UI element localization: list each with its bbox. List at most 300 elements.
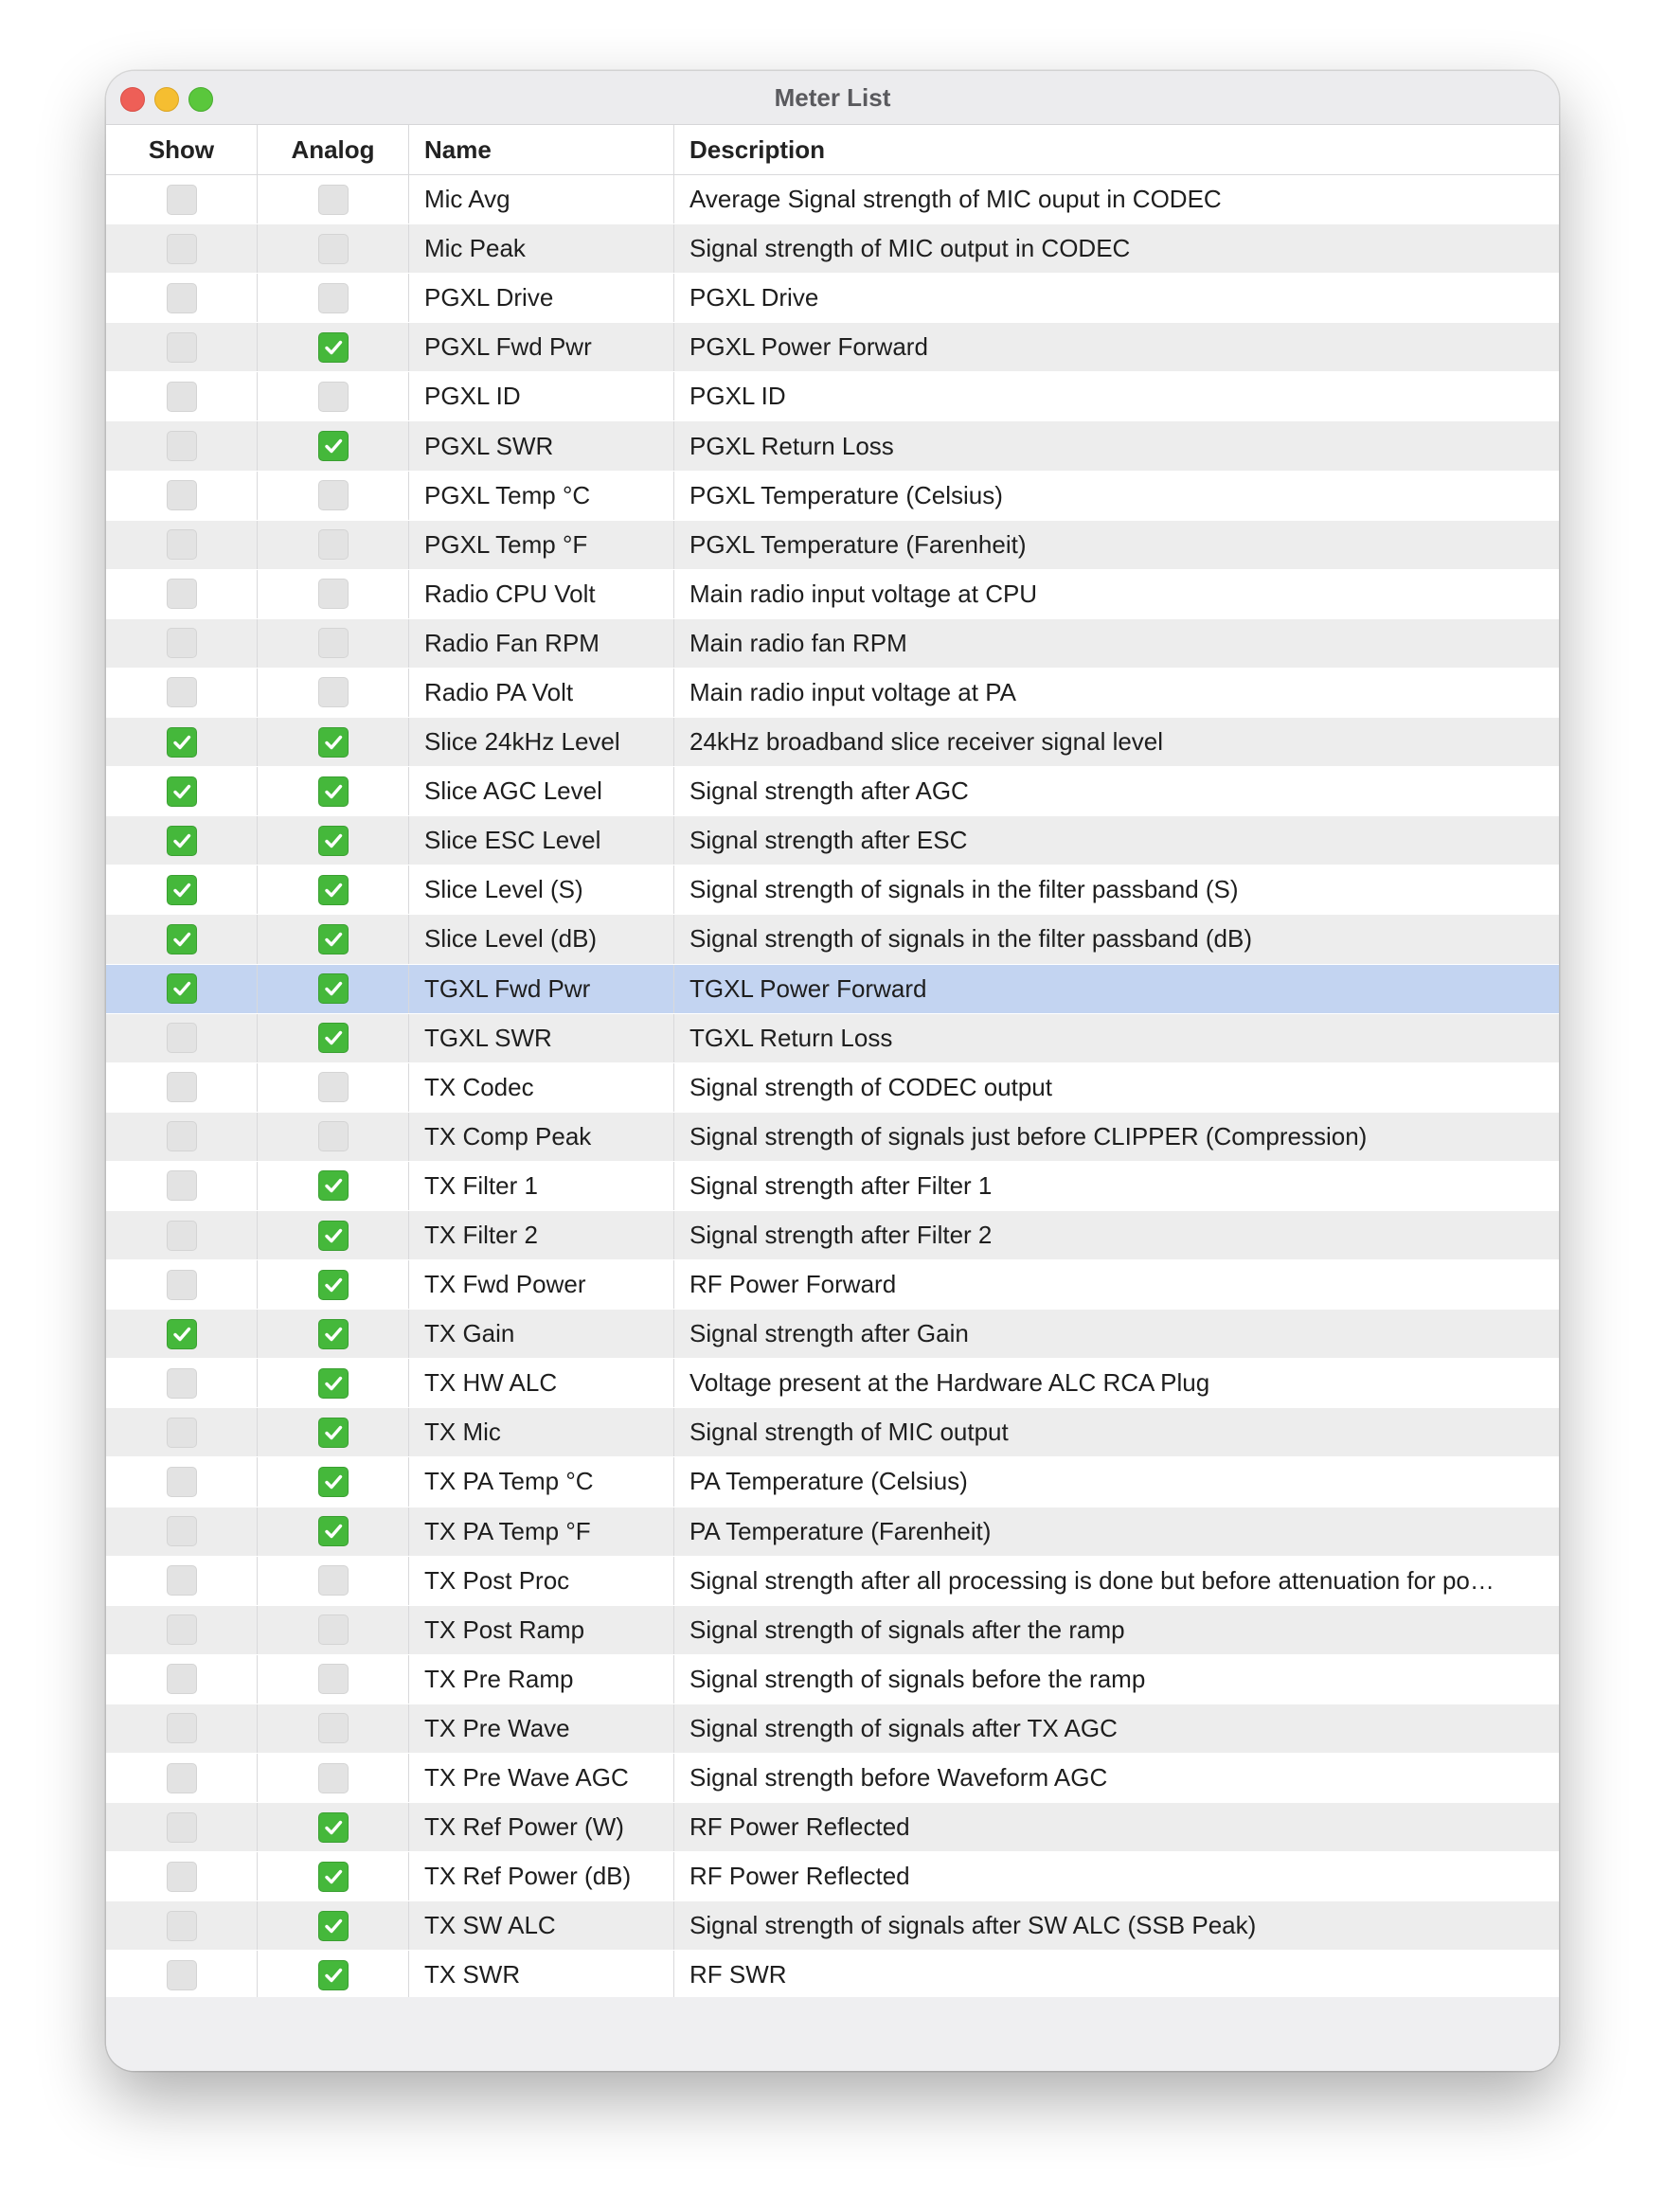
meter-name: TX Post Ramp xyxy=(409,1606,674,1654)
checkmark-icon xyxy=(321,927,346,952)
meter-description-cell xyxy=(674,1901,1559,1950)
column-header-name[interactable]: Name xyxy=(409,125,674,174)
meter-description: Average Signal strength of MIC ouput in CODEC xyxy=(689,185,1222,214)
meter-description-cell xyxy=(674,1704,1559,1753)
meter-name: TX Fwd Power xyxy=(409,1260,674,1309)
analog-cell xyxy=(258,1457,409,1506)
show-checkbox[interactable] xyxy=(167,1812,197,1843)
show-checkbox[interactable] xyxy=(167,1614,197,1645)
analog-checkbox[interactable] xyxy=(318,1368,349,1399)
analog-checkbox[interactable] xyxy=(318,1270,349,1300)
meter-description-cell xyxy=(674,521,1559,569)
meter-name: TX Mic xyxy=(409,1408,674,1456)
table-row[interactable] xyxy=(106,915,1559,964)
table-row[interactable] xyxy=(106,1557,1559,1606)
analog-cell xyxy=(258,323,409,371)
show-cell xyxy=(106,767,258,815)
analog-cell xyxy=(258,767,409,815)
meter-description: Signal strength after Filter 2 xyxy=(689,1221,993,1250)
table-row[interactable] xyxy=(106,323,1559,372)
meter-description-cell xyxy=(674,1606,1559,1654)
checkmark-icon xyxy=(321,1519,346,1543)
checkmark-icon xyxy=(321,1420,346,1445)
analog-cell xyxy=(258,175,409,223)
show-cell xyxy=(106,1852,258,1900)
checkmark-icon xyxy=(321,1470,346,1494)
meter-name: PGXL ID xyxy=(409,372,674,420)
checkmark-icon xyxy=(321,1223,346,1248)
show-checkbox[interactable] xyxy=(167,1565,197,1596)
show-cell xyxy=(106,718,258,766)
table-row[interactable] xyxy=(106,1162,1559,1211)
meter-name: PGXL Drive xyxy=(409,274,674,322)
meter-name: PGXL Temp °F xyxy=(409,521,674,569)
table-row[interactable] xyxy=(106,1754,1559,1803)
show-cell xyxy=(106,1310,258,1358)
show-cell xyxy=(106,1211,258,1259)
meter-name: TX Pre Wave AGC xyxy=(409,1754,674,1802)
meter-description: RF SWR xyxy=(689,1960,787,1989)
meter-description-cell xyxy=(674,1310,1559,1358)
show-cell xyxy=(106,619,258,668)
analog-checkbox[interactable] xyxy=(318,1072,349,1102)
show-checkbox[interactable] xyxy=(167,776,197,807)
meter-description: RF Power Forward xyxy=(689,1270,897,1299)
show-checkbox[interactable] xyxy=(167,1911,197,1941)
meter-description-cell xyxy=(674,669,1559,717)
meter-description: PGXL ID xyxy=(689,382,786,411)
meter-description-cell xyxy=(674,274,1559,322)
column-header-show[interactable]: Show xyxy=(106,125,258,174)
meter-name: Mic Peak xyxy=(409,224,674,273)
show-checkbox[interactable] xyxy=(167,875,197,905)
show-cell xyxy=(106,521,258,569)
table-row[interactable] xyxy=(106,372,1559,421)
analog-checkbox[interactable] xyxy=(318,1418,349,1448)
show-cell xyxy=(106,1014,258,1062)
table-row[interactable] xyxy=(106,1359,1559,1408)
table-row[interactable] xyxy=(106,865,1559,915)
meter-name: Slice ESC Level xyxy=(409,816,674,865)
table-row[interactable] xyxy=(106,1211,1559,1260)
meter-description: Signal strength of signals before the ramp xyxy=(689,1664,1146,1693)
title-bar[interactable] xyxy=(106,71,1559,125)
analog-checkbox[interactable] xyxy=(318,579,349,609)
meter-description-cell xyxy=(674,965,1559,1013)
meter-name: Slice AGC Level xyxy=(409,767,674,815)
analog-checkbox[interactable] xyxy=(318,727,349,758)
show-checkbox[interactable] xyxy=(167,1121,197,1151)
meter-description: 24kHz broadband slice receiver signal level xyxy=(689,727,1164,757)
analog-cell xyxy=(258,1063,409,1112)
analog-cell xyxy=(258,1951,409,1999)
meter-description: Signal strength of MIC output xyxy=(689,1418,1009,1447)
checkmark-icon xyxy=(321,1173,346,1198)
analog-checkbox[interactable] xyxy=(318,1565,349,1596)
analog-cell xyxy=(258,965,409,1013)
meter-description-cell xyxy=(674,767,1559,815)
meter-description-cell xyxy=(674,1655,1559,1704)
show-checkbox[interactable] xyxy=(167,924,197,954)
meter-description-cell xyxy=(674,816,1559,865)
show-checkbox[interactable] xyxy=(167,1072,197,1102)
analog-checkbox[interactable] xyxy=(318,234,349,264)
analog-checkbox[interactable] xyxy=(318,628,349,658)
analog-cell xyxy=(258,1014,409,1062)
analog-checkbox[interactable] xyxy=(318,185,349,215)
meter-name: Radio PA Volt xyxy=(409,669,674,717)
meter-description: PGXL Drive xyxy=(689,283,819,312)
analog-cell xyxy=(258,1754,409,1802)
show-checkbox[interactable] xyxy=(167,1516,197,1546)
show-checkbox[interactable] xyxy=(167,283,197,313)
table-row[interactable] xyxy=(106,175,1559,224)
show-checkbox[interactable] xyxy=(167,234,197,264)
show-cell xyxy=(106,1901,258,1950)
meter-description: Signal strength of signals after the ramp xyxy=(689,1614,1125,1644)
table-row[interactable] xyxy=(106,421,1559,471)
analog-cell xyxy=(258,1852,409,1900)
analog-cell xyxy=(258,1803,409,1851)
show-cell xyxy=(106,1507,258,1556)
meter-description-cell xyxy=(674,865,1559,914)
checkmark-icon xyxy=(321,1815,346,1840)
meter-description-cell xyxy=(674,1260,1559,1309)
show-checkbox[interactable] xyxy=(167,1023,197,1053)
show-checkbox[interactable] xyxy=(167,1467,197,1497)
show-cell xyxy=(106,965,258,1013)
meter-description: Signal strength of CODEC output xyxy=(689,1072,1052,1101)
show-checkbox[interactable] xyxy=(167,1418,197,1448)
table-row[interactable] xyxy=(106,965,1559,1014)
analog-cell xyxy=(258,1162,409,1210)
meter-name: Slice 24kHz Level xyxy=(409,718,674,766)
meter-name: TGXL Fwd Pwr xyxy=(409,965,674,1013)
table-row[interactable] xyxy=(106,472,1559,521)
table-row[interactable] xyxy=(106,570,1559,619)
meter-description: TGXL Power Forward xyxy=(689,973,927,1003)
analog-checkbox[interactable] xyxy=(318,1467,349,1497)
show-cell xyxy=(106,1260,258,1309)
meter-description: RF Power Reflected xyxy=(689,1812,910,1842)
analog-checkbox[interactable] xyxy=(318,1516,349,1546)
meter-name: Radio Fan RPM xyxy=(409,619,674,668)
meter-name: Slice Level (S) xyxy=(409,865,674,914)
show-cell xyxy=(106,323,258,371)
show-cell xyxy=(106,816,258,865)
meter-description: Signal strength of signals in the filter passband (dB) xyxy=(689,924,1253,954)
meter-name: TGXL SWR xyxy=(409,1014,674,1062)
show-cell xyxy=(106,1408,258,1456)
meter-description-cell xyxy=(674,1557,1559,1605)
meter-name: PGXL Temp °C xyxy=(409,472,674,520)
analog-checkbox[interactable] xyxy=(318,924,349,954)
meter-description-cell xyxy=(674,1951,1559,1999)
table-row[interactable] xyxy=(106,1901,1559,1951)
show-checkbox[interactable] xyxy=(167,1763,197,1793)
meter-name: TX Post Proc xyxy=(409,1557,674,1605)
meter-description: Signal strength of MIC output in CODEC xyxy=(689,234,1131,263)
meter-description: PGXL Return Loss xyxy=(689,431,894,460)
show-checkbox[interactable] xyxy=(167,727,197,758)
show-checkbox[interactable] xyxy=(167,382,197,412)
analog-checkbox[interactable] xyxy=(318,1121,349,1151)
analog-cell xyxy=(258,224,409,273)
checkmark-icon xyxy=(321,878,346,902)
meter-description-cell xyxy=(674,1507,1559,1556)
meter-description-cell xyxy=(674,1754,1559,1802)
show-checkbox[interactable] xyxy=(167,1319,197,1349)
table-row[interactable] xyxy=(106,1507,1559,1557)
table-body xyxy=(106,175,1559,2000)
show-cell xyxy=(106,915,258,963)
meter-name: Slice Level (dB) xyxy=(409,915,674,963)
table-row[interactable] xyxy=(106,1457,1559,1507)
checkmark-icon xyxy=(321,730,346,755)
table-row[interactable] xyxy=(106,816,1559,865)
analog-checkbox[interactable] xyxy=(318,1023,349,1053)
analog-checkbox[interactable] xyxy=(318,677,349,707)
checkmark-icon xyxy=(170,927,194,952)
show-checkbox[interactable] xyxy=(167,826,197,856)
show-cell xyxy=(106,372,258,420)
meter-description-cell xyxy=(674,1113,1559,1161)
table-row[interactable] xyxy=(106,1803,1559,1852)
meter-name: TX PA Temp °C xyxy=(409,1457,674,1506)
analog-checkbox[interactable] xyxy=(318,480,349,510)
meter-description: PGXL Power Forward xyxy=(689,332,928,362)
meter-description-cell xyxy=(674,1014,1559,1062)
analog-cell xyxy=(258,1310,409,1358)
analog-checkbox[interactable] xyxy=(318,1960,349,1990)
show-cell xyxy=(106,1951,258,1999)
meter-description-cell xyxy=(674,915,1559,963)
meter-description: PGXL Temperature (Celsius) xyxy=(689,480,1003,509)
show-cell xyxy=(106,570,258,618)
column-header-analog[interactable]: Analog xyxy=(258,125,409,174)
show-cell xyxy=(106,472,258,520)
meter-description: PGXL Temperature (Farenheit) xyxy=(689,529,1027,559)
analog-checkbox[interactable] xyxy=(318,1664,349,1694)
analog-cell xyxy=(258,421,409,470)
show-checkbox[interactable] xyxy=(167,1713,197,1743)
meter-description: TGXL Return Loss xyxy=(689,1023,893,1052)
analog-cell xyxy=(258,619,409,668)
checkmark-icon xyxy=(170,976,194,1001)
show-cell xyxy=(106,669,258,717)
meter-description: Signal strength after AGC xyxy=(689,776,969,806)
meter-description: Signal strength of signals after SW ALC (SSB Peak) xyxy=(689,1911,1257,1940)
table-row[interactable] xyxy=(106,1310,1559,1359)
analog-checkbox[interactable] xyxy=(318,875,349,905)
analog-cell xyxy=(258,1557,409,1605)
checkmark-icon xyxy=(170,878,194,902)
table-row[interactable] xyxy=(106,1063,1559,1113)
meter-description: Main radio input voltage at PA xyxy=(689,677,1016,706)
analog-checkbox[interactable] xyxy=(318,1614,349,1645)
table-row[interactable] xyxy=(106,1655,1559,1704)
show-checkbox[interactable] xyxy=(167,480,197,510)
show-checkbox[interactable] xyxy=(167,1960,197,1990)
analog-cell xyxy=(258,1704,409,1753)
show-cell xyxy=(106,865,258,914)
checkmark-icon xyxy=(170,829,194,853)
table-row[interactable] xyxy=(106,1408,1559,1457)
checkmark-icon xyxy=(321,1026,346,1050)
analog-checkbox[interactable] xyxy=(318,1170,349,1201)
table-row[interactable] xyxy=(106,1113,1559,1162)
show-cell xyxy=(106,1162,258,1210)
meter-description-cell xyxy=(674,372,1559,420)
meter-description: Signal strength of signals in the filter passband (S) xyxy=(689,875,1239,904)
analog-checkbox[interactable] xyxy=(318,431,349,461)
analog-cell xyxy=(258,816,409,865)
show-cell xyxy=(106,274,258,322)
show-checkbox[interactable] xyxy=(167,1368,197,1399)
analog-checkbox[interactable] xyxy=(318,1221,349,1251)
meter-description-cell xyxy=(674,1803,1559,1851)
meter-name: TX SWR xyxy=(409,1951,674,1999)
meter-name: TX Pre Wave xyxy=(409,1704,674,1753)
show-checkbox[interactable] xyxy=(167,1170,197,1201)
analog-cell xyxy=(258,1507,409,1556)
checkmark-icon xyxy=(321,1273,346,1297)
analog-checkbox[interactable] xyxy=(318,973,349,1004)
checkmark-icon xyxy=(321,1914,346,1938)
checkmark-icon xyxy=(321,1963,346,1988)
meter-name: TX Pre Ramp xyxy=(409,1655,674,1704)
analog-checkbox[interactable] xyxy=(318,1862,349,1892)
table-row[interactable] xyxy=(106,1606,1559,1655)
meter-table xyxy=(106,125,1559,2000)
analog-checkbox[interactable] xyxy=(318,1763,349,1793)
meter-description: Main radio fan RPM xyxy=(689,628,907,657)
show-cell xyxy=(106,1557,258,1605)
meter-description: Signal strength after Filter 1 xyxy=(689,1170,993,1200)
show-cell xyxy=(106,1803,258,1851)
meter-description-cell xyxy=(674,718,1559,766)
show-cell xyxy=(106,175,258,223)
analog-checkbox[interactable] xyxy=(318,776,349,807)
show-checkbox[interactable] xyxy=(167,431,197,461)
meter-name: TX Filter 2 xyxy=(409,1211,674,1259)
window-footer xyxy=(106,1997,1559,2071)
show-checkbox[interactable] xyxy=(167,628,197,658)
analog-checkbox[interactable] xyxy=(318,332,349,363)
show-checkbox[interactable] xyxy=(167,1221,197,1251)
analog-checkbox[interactable] xyxy=(318,1911,349,1941)
show-checkbox[interactable] xyxy=(167,185,197,215)
meter-name: TX SW ALC xyxy=(409,1901,674,1950)
analog-cell xyxy=(258,1408,409,1456)
analog-checkbox[interactable] xyxy=(318,283,349,313)
analog-cell xyxy=(258,570,409,618)
table-header xyxy=(106,125,1559,175)
column-header-description[interactable]: Description xyxy=(689,134,826,164)
meter-description: PA Temperature (Farenheit) xyxy=(689,1516,992,1545)
meter-description: Voltage present at the Hardware ALC RCA Plug xyxy=(689,1368,1210,1398)
meter-description-cell xyxy=(674,1162,1559,1210)
show-cell xyxy=(106,1113,258,1161)
show-checkbox[interactable] xyxy=(167,677,197,707)
meter-description: Signal strength after all processing is done but before attenuation for po… xyxy=(689,1565,1495,1595)
meter-description-cell xyxy=(674,570,1559,618)
meter-name: PGXL Fwd Pwr xyxy=(409,323,674,371)
meter-name: TX PA Temp °F xyxy=(409,1507,674,1556)
analog-checkbox[interactable] xyxy=(318,826,349,856)
table-row[interactable] xyxy=(106,224,1559,274)
meter-description: Signal strength after ESC xyxy=(689,826,968,855)
show-cell xyxy=(106,224,258,273)
meter-name: TX Ref Power (dB) xyxy=(409,1852,674,1900)
show-checkbox[interactable] xyxy=(167,332,197,363)
show-checkbox[interactable] xyxy=(167,973,197,1004)
meter-name: PGXL SWR xyxy=(409,421,674,470)
table-row[interactable] xyxy=(106,718,1559,767)
meter-description-cell xyxy=(674,1359,1559,1407)
meter-name: Radio CPU Volt xyxy=(409,570,674,618)
meter-name: TX Comp Peak xyxy=(409,1113,674,1161)
meter-name: Mic Avg xyxy=(409,175,674,223)
show-checkbox[interactable] xyxy=(167,1664,197,1694)
show-cell xyxy=(106,1359,258,1407)
checkmark-icon xyxy=(321,1322,346,1347)
table-row[interactable] xyxy=(106,619,1559,669)
checkmark-icon xyxy=(321,1864,346,1889)
meter-description-cell xyxy=(674,224,1559,273)
analog-checkbox[interactable] xyxy=(318,382,349,412)
analog-cell xyxy=(258,865,409,914)
show-checkbox[interactable] xyxy=(167,1862,197,1892)
meter-description: RF Power Reflected xyxy=(689,1862,910,1891)
show-checkbox[interactable] xyxy=(167,529,197,560)
meter-description: Signal strength of signals just before CLIPPER (Compression) xyxy=(689,1121,1368,1151)
analog-checkbox[interactable] xyxy=(318,1713,349,1743)
table-row[interactable] xyxy=(106,767,1559,816)
analog-checkbox[interactable] xyxy=(318,1812,349,1843)
meter-description: Signal strength of signals after TX AGC xyxy=(689,1713,1118,1742)
table-row[interactable] xyxy=(106,1951,1559,2000)
analog-cell xyxy=(258,1260,409,1309)
show-cell xyxy=(106,1606,258,1654)
meter-description-cell xyxy=(674,323,1559,371)
show-cell xyxy=(106,1063,258,1112)
checkmark-icon xyxy=(170,730,194,755)
table-row[interactable] xyxy=(106,1014,1559,1063)
show-checkbox[interactable] xyxy=(167,579,197,609)
table-row[interactable] xyxy=(106,1852,1559,1901)
table-row[interactable] xyxy=(106,669,1559,718)
analog-cell xyxy=(258,669,409,717)
checkmark-icon xyxy=(321,829,346,853)
table-row[interactable] xyxy=(106,1260,1559,1310)
table-row[interactable] xyxy=(106,274,1559,323)
meter-description-cell xyxy=(674,1408,1559,1456)
checkmark-icon xyxy=(170,779,194,804)
table-row[interactable] xyxy=(106,521,1559,570)
show-cell xyxy=(106,1754,258,1802)
meter-name: TX Ref Power (W) xyxy=(409,1803,674,1851)
analog-checkbox[interactable] xyxy=(318,529,349,560)
analog-cell xyxy=(258,1655,409,1704)
show-cell xyxy=(106,1704,258,1753)
show-checkbox[interactable] xyxy=(167,1270,197,1300)
meter-description-cell xyxy=(674,619,1559,668)
checkmark-icon xyxy=(321,335,346,360)
meter-description-cell xyxy=(674,1063,1559,1112)
analog-checkbox[interactable] xyxy=(318,1319,349,1349)
table-row[interactable] xyxy=(106,1704,1559,1754)
